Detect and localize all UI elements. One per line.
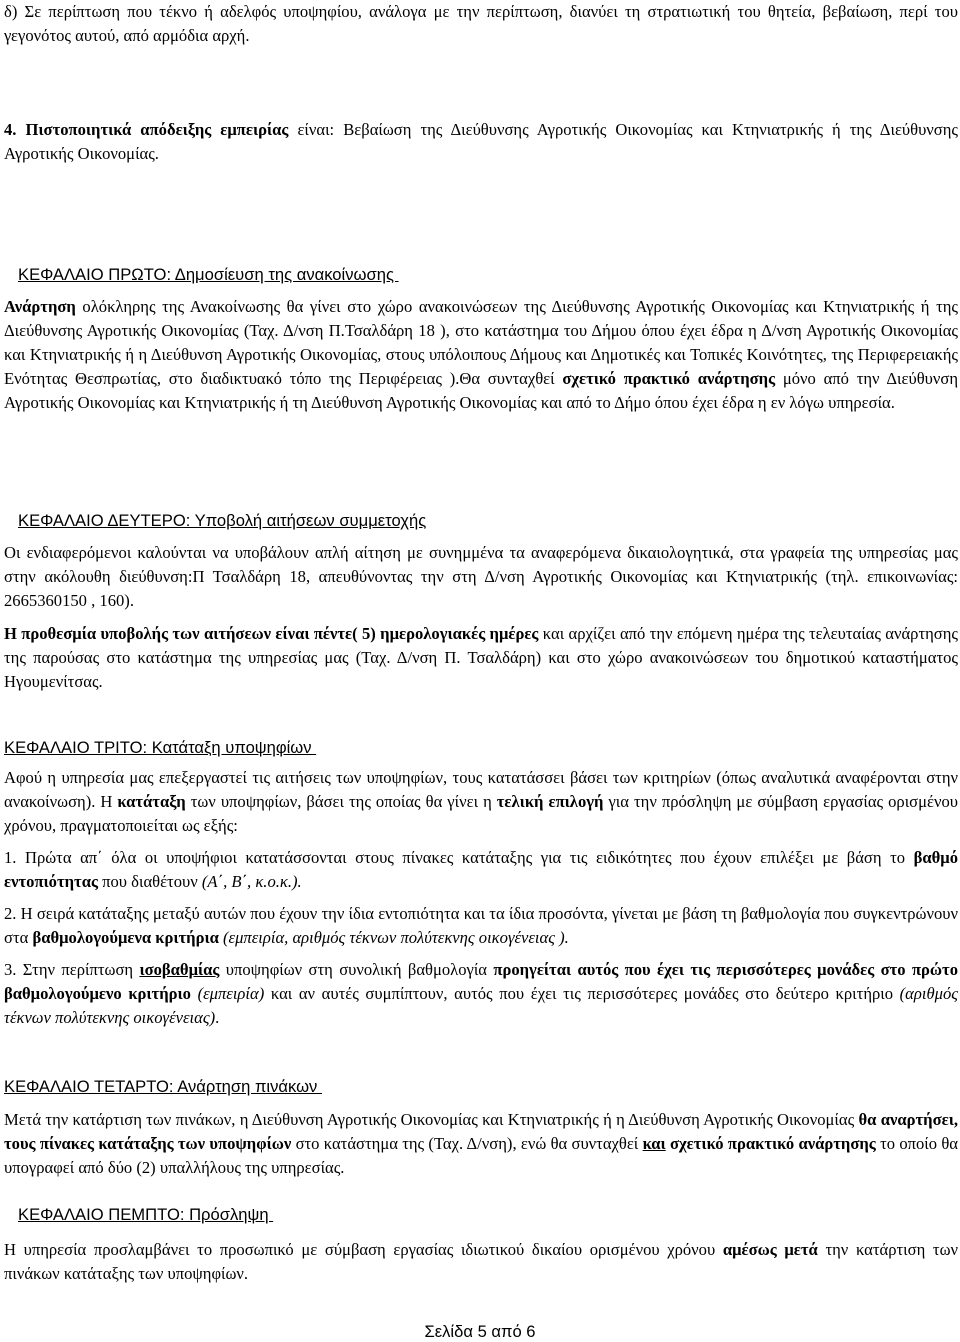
page-number-footer: Σελίδα 5 από 6 (424, 1322, 536, 1341)
intro-item-4: 4. Πιστοποιητικά απόδειξης εμπειρίας είναι: Βεβαίωση της Διεύθυνσης Αγροτικής Οικονομίας και Κτηνιατρικής ή της Διεύθυνσης Αγροτικής Οικονομίας. (4, 120, 958, 163)
chapter-2-paragraph-2: Η προθεσμία υποβολής των αιτήσεων είναι πέντε( 5) ημερολογιακές ημέρες και αρχίζει από την επόμενη ημέρα της τελευταίας ανάρτησης της παρούσας στο κατάστημα της υπηρεσίας μας (Ταχ. Δ/νση Π. Τσαλδάρη) και στο χώρο ανακοινώσεων του δημοτικού καταστήματος Ηγουμενίτσας. (4, 624, 959, 691)
chapter-5-heading: ΚΕΦΑΛΑΙΟ ΠΕΜΠΤΟ: Πρόσληψη (18, 1205, 274, 1224)
intro-paragraph-d: δ) Σε περίπτωση που τέκνο ή αδελφός υποψηφίου, ανάλογα με την περίπτωση, διανύει τη στρατιωτική του θητεία, βεβαίωση, περί του γεγονότος αυτού, από αρμόδια αρχή. (4, 2, 958, 45)
chapter-1-heading: ΚΕΦΑΛΑΙΟ ΠΡΩΤΟ: Δημοσίευση της ανακοίνωσης (18, 265, 399, 284)
chapter-4-paragraph: Μετά την κατάρτιση των πινάκων, η Διεύθυνση Αγροτικής Οικονομίας και Κτηνιατρικής ή η Διεύθυνση Αγροτικής Οικονομίας θα αναρτήσει, τους πίνακες κατάταξης των υποψηφίων στο κατάστημα της (Ταχ. Δ/νση), ενώ θα συνταχθεί και σχετικό πρακτικό ανάρτησης το οποίο θα υπογραφεί από δύο (2) υπαλλήλους της υπηρεσίας. (4, 1110, 959, 1177)
chapter-2-paragraph-1: Οι ενδιαφερόμενοι καλούνται να υποβάλουν απλή αίτηση με συνημμένα τα αναφερόμενα δικαιολογητικά, στα γραφεία της υπηρεσίας μας στην ακόλουθη διεύθυνση:Π Τσαλδάρη 18, απευθύνοντας την στη Δ/νση Αγροτικής Οικονομίας και Κτηνιατρικής (τηλ. επικοινωνίας: 2665360150 , 160). (4, 543, 958, 610)
chapter-4-heading: ΚΕΦΑΛΑΙΟ ΤΕΤΑΡΤΟ: Ανάρτηση πινάκων (4, 1077, 322, 1096)
chapter-3-heading: ΚΕΦΑΛΑΙΟ ΤΡΙΤΟ: Κατάταξη υποψηφίων (4, 738, 317, 757)
chapter-3-item-3: 3. Στην περίπτωση ισοβαθμίας υποψηφίων στη συνολική βαθμολογία προηγείται αυτός που έχει τις περισσότερες μονάδες στο πρώτο βαθμολογούμενο κριτήριο (εμπειρία) και αν αυτές συμπίπτουν, αυτός που έχει τις περισσότερες μονάδες στο δεύτερο κριτήριο (αριθμός τέκνων πολύτεκνης οικογένειας). (4, 960, 958, 1027)
chapter-3-item-2: 2. Η σειρά κατάταξης μεταξύ αυτών που έχουν την ίδια εντοπιότητα και τα ίδια προσόντα, γίνεται με βάση τη βαθμολογία που συγκεντρώνουν στα βαθμολογούμενα κριτήρια (εμπειρία, αριθμός τέκνων πολύτεκνης οικογένειας ). (4, 904, 958, 947)
chapter-5-paragraph: Η υπηρεσία προσλαμβάνει το προσωπικό με σύμβαση εργασίας ιδιωτικού δικαίου ορισμένου χρόνου αμέσως μετά την κατάρτιση των πινάκων κατάταξης των υποψηφίων. (4, 1240, 959, 1283)
chapter-2-heading: ΚΕΦΑΛΑΙΟ ΔΕΥΤΕΡΟ: Υποβολή αιτήσεων συμμετοχής (18, 511, 427, 530)
chapter-3-item-1: 1. Πρώτα απ΄ όλα οι υποψήφιοι κατατάσσονται στους πίνακες κατάταξης για τις ειδικότητες που έχουν επιλέξει με βάση το βαθμό εντοπιότητας που διαθέτουν (Α΄, Β΄, κ.ο.κ.). (4, 848, 958, 891)
chapter-1-paragraph: Ανάρτηση ολόκληρης της Ανακοίνωσης θα γίνει στο χώρο ανακοινώσεων της Διεύθυνσης Αγροτικής Οικονομίας και Κτηνιατρικής ή της Διεύθυνσης Αγροτικής Οικονομίας (Ταχ. Δ/νση Π.Τσαλδάρη 18 ), στο κατάστημα του Δήμου όπου έχει έδρα η Δ/νση Αγροτικής Οικονομίας και Κτηνιατρικής ή η Διεύθυνση Αγροτικής Οικονομίας, στους υπόλοιπους Δήμους και Δημοτικές και Τοπικές Κοινότητες, της Περιφερειακής Ενότητας Θεσπρωτίας, στο διαδικτυακό τόπο της Περιφέρειας ).Θα συνταχθεί σχετικό πρακτικό ανάρτησης μόνο από την Διεύθυνση Αγροτικής Οικονομίας και Κτηνιατρικής ή τη Διεύθυνση Αγροτικής Οικονομίας και από το Δήμο όπου έχει έδρα η εν λόγω υπηρεσία. (4, 297, 959, 412)
chapter-3-paragraph: Αφού η υπηρεσία μας επεξεργαστεί τις αιτήσεις των υποψηφίων, τους κατατάσσει βάσει των κριτηρίων (όπως αναλυτικά αναφέρονται στην ανακοίνωση). Η κατάταξη των υποψηφίων, βάσει της οποίας θα γίνει η τελική επιλογή για την πρόσληψη με σύμβαση εργασίας ορισμένου χρόνου, πραγματοποιείται ως εξής: (4, 768, 958, 835)
